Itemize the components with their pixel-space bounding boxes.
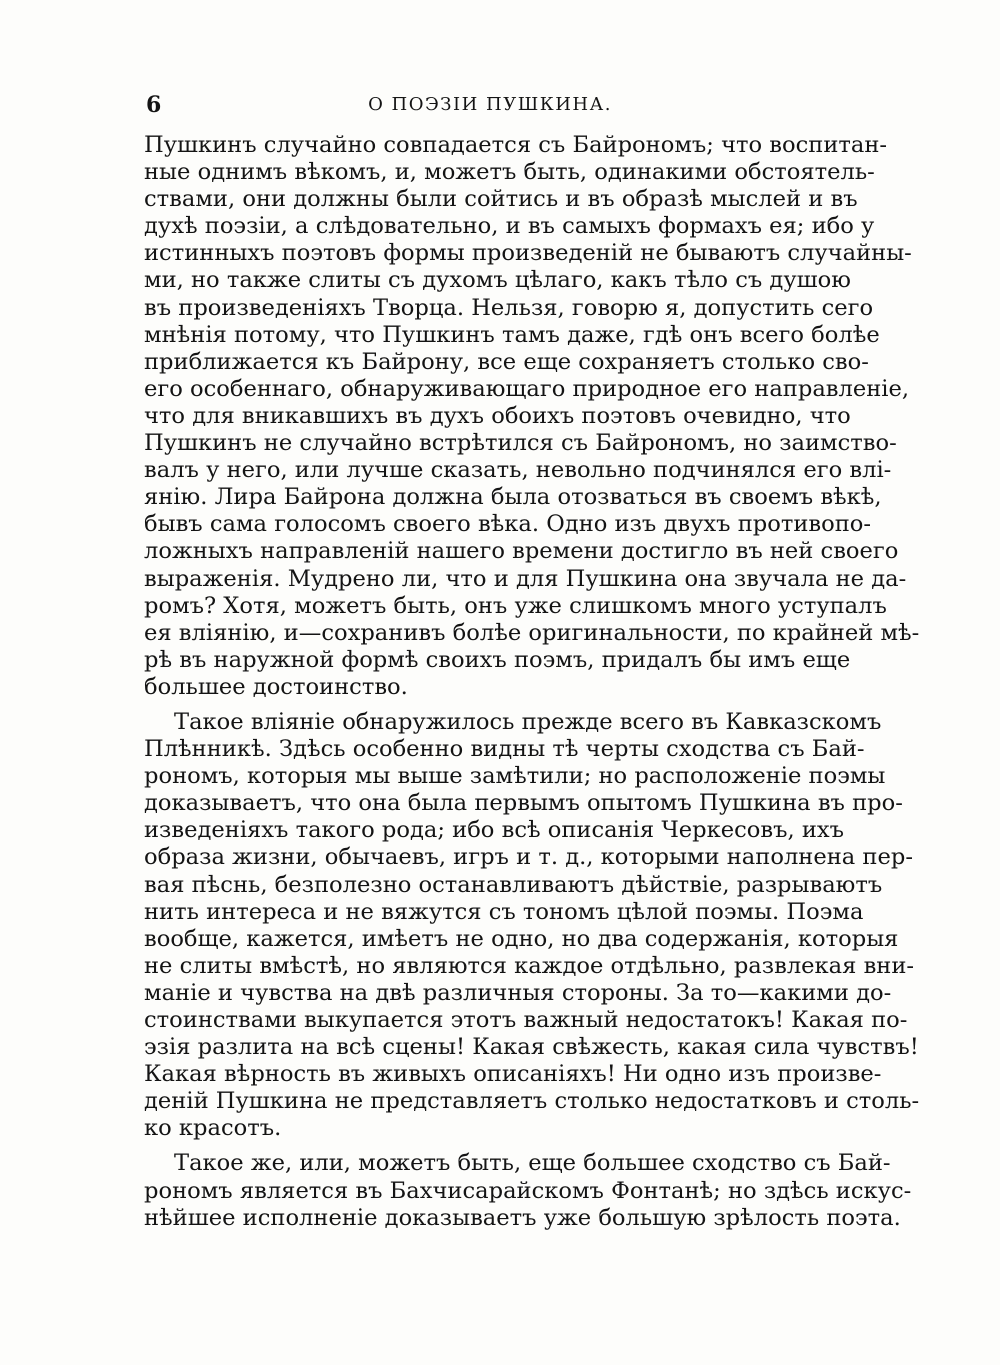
text-line: нить интереса и не вяжутся съ тономъ цѣлой поэмы. Поэма <box>144 898 864 925</box>
text-line: Пушкинъ случайно совпадается съ Байрономъ; что воспитан- <box>144 132 888 158</box>
text-line: нѣйшее исполненіе доказываетъ уже большую зрѣлость поэта. <box>144 1204 901 1231</box>
paragraph <box>144 132 920 701</box>
paragraph <box>144 708 920 1143</box>
text-line: не слиты вмѣстѣ, но являются каждое отдѣльно, развлекая вни- <box>144 952 915 979</box>
text-line: вая пѣснь, безполезно останавливаютъ дѣйствіе, разрываютъ <box>144 871 883 898</box>
text-line: вообще, кажется, имѣетъ не одно, но два содержанія, которыя <box>144 925 899 952</box>
text-line: янію. Лира Байрона должна была отозваться въ своемъ вѣкѣ, <box>144 484 882 511</box>
text-line: въ произведеніяхъ Творца. Нельзя, говорю я, допустить сего <box>144 294 874 321</box>
text-line: бывъ сама голосомъ своего вѣка. Одно изъ двухъ противопо- <box>144 511 872 538</box>
text-line: Такое вліяніе обнаружилось прежде всего въ Кавказскомъ <box>174 708 882 735</box>
text-line: ми, но также слиты съ духомъ цѣлаго, какъ тѣло съ душою <box>144 267 851 294</box>
text-line: его особеннаго, обнаруживающаго природное его направленіе, <box>144 375 910 402</box>
text-line: истинныхъ поэтовъ формы произведеній не бываютъ случайны- <box>144 240 912 267</box>
text-line: рономъ, которыя мы выше замѣтили; но расположеніе поэмы <box>144 763 886 790</box>
text-line: мнѣнія потому, что Пушкинъ тамъ даже, гдѣ онъ всего болѣе <box>144 321 880 348</box>
text-line: что для вникавшихъ въ духъ обоихъ поэтовъ очевидно, что <box>144 402 851 429</box>
paragraph-gap <box>144 1142 836 1150</box>
text-line: ромъ? Хотя, можетъ быть, онъ уже слишкомъ много уступалъ <box>144 592 887 619</box>
text-line: стоинствами выкупается этотъ важный недостатокъ! Какая по- <box>144 1007 908 1033</box>
text-line: ея вліянію, и—сохранивъ болѣе оригинальности, по крайней мѣ- <box>144 619 920 646</box>
text-line: духѣ поэзіи, а слѣдовательно, и въ самыхъ формахъ ея; ибо у <box>144 213 875 240</box>
text-line: рономъ является въ Бахчисарайскомъ Фонтанѣ; но здѣсь искус- <box>144 1177 912 1204</box>
text-line: большее достоинство. <box>144 673 408 700</box>
text-line: ные однимъ вѣкомъ, и, можетъ быть, одинакими обстоятель- <box>144 159 875 186</box>
page-header <box>144 92 836 132</box>
book-page <box>144 92 920 1232</box>
text-line: изведеніяхъ такого рода; ибо всѣ описанія Черкесовъ, ихъ <box>144 817 845 844</box>
text-line: Такое же, или, можетъ быть, еще большее сходство съ Бай- <box>174 1150 891 1177</box>
text-line: Какая вѣрность въ живыхъ описаніяхъ! Ни одно изъ произве- <box>144 1061 882 1088</box>
text-line: выраженія. Мудрено ли, что и для Пушкина она звучала не да- <box>144 565 907 592</box>
text-line: ложныхъ направленій нашего времени достигло въ ней своего <box>144 538 899 565</box>
text-line: Плѣнникѣ. Здѣсь особенно видны тѣ черты сходства съ Бай- <box>144 736 865 763</box>
running-title: О ПОЭЗІИ ПУШКИНА. <box>368 94 612 115</box>
text-line: Пушкинъ не случайно встрѣтился съ Байрономъ, но заимство- <box>144 430 897 457</box>
text-line: доказываетъ, что она была первымъ опытомъ Пушкина въ про- <box>144 790 903 817</box>
text-line: ствами, они должны были сойтись и въ образѣ мыслей и въ <box>144 186 858 213</box>
page-number: 6 <box>146 92 162 118</box>
text-line: валъ у него, или лучше сказать, невольно подчинялся его влі- <box>144 457 892 484</box>
text-line: деній Пушкина не представляетъ столько недостатковъ и столь- <box>144 1088 920 1115</box>
paragraph-gap <box>144 701 836 709</box>
body-text <box>144 132 920 1232</box>
text-line: приближается къ Байрону, все еще сохраняетъ столько сво- <box>144 348 869 375</box>
text-line: рѣ въ наружной формѣ своихъ поэмъ, придалъ бы имъ еще <box>144 646 851 673</box>
text-line: маніе и чувства на двѣ различныя стороны. За то—какими до- <box>144 979 892 1006</box>
paragraph <box>144 1150 912 1231</box>
text-line: образа жизни, обычаевъ, игръ и т. д., которыми наполнена пер- <box>144 844 913 871</box>
text-line: эзія разлита на всѣ сцены! Какая свѣжесть, какая сила чувствъ! <box>144 1034 919 1061</box>
text-line: ко красотъ. <box>144 1115 282 1142</box>
